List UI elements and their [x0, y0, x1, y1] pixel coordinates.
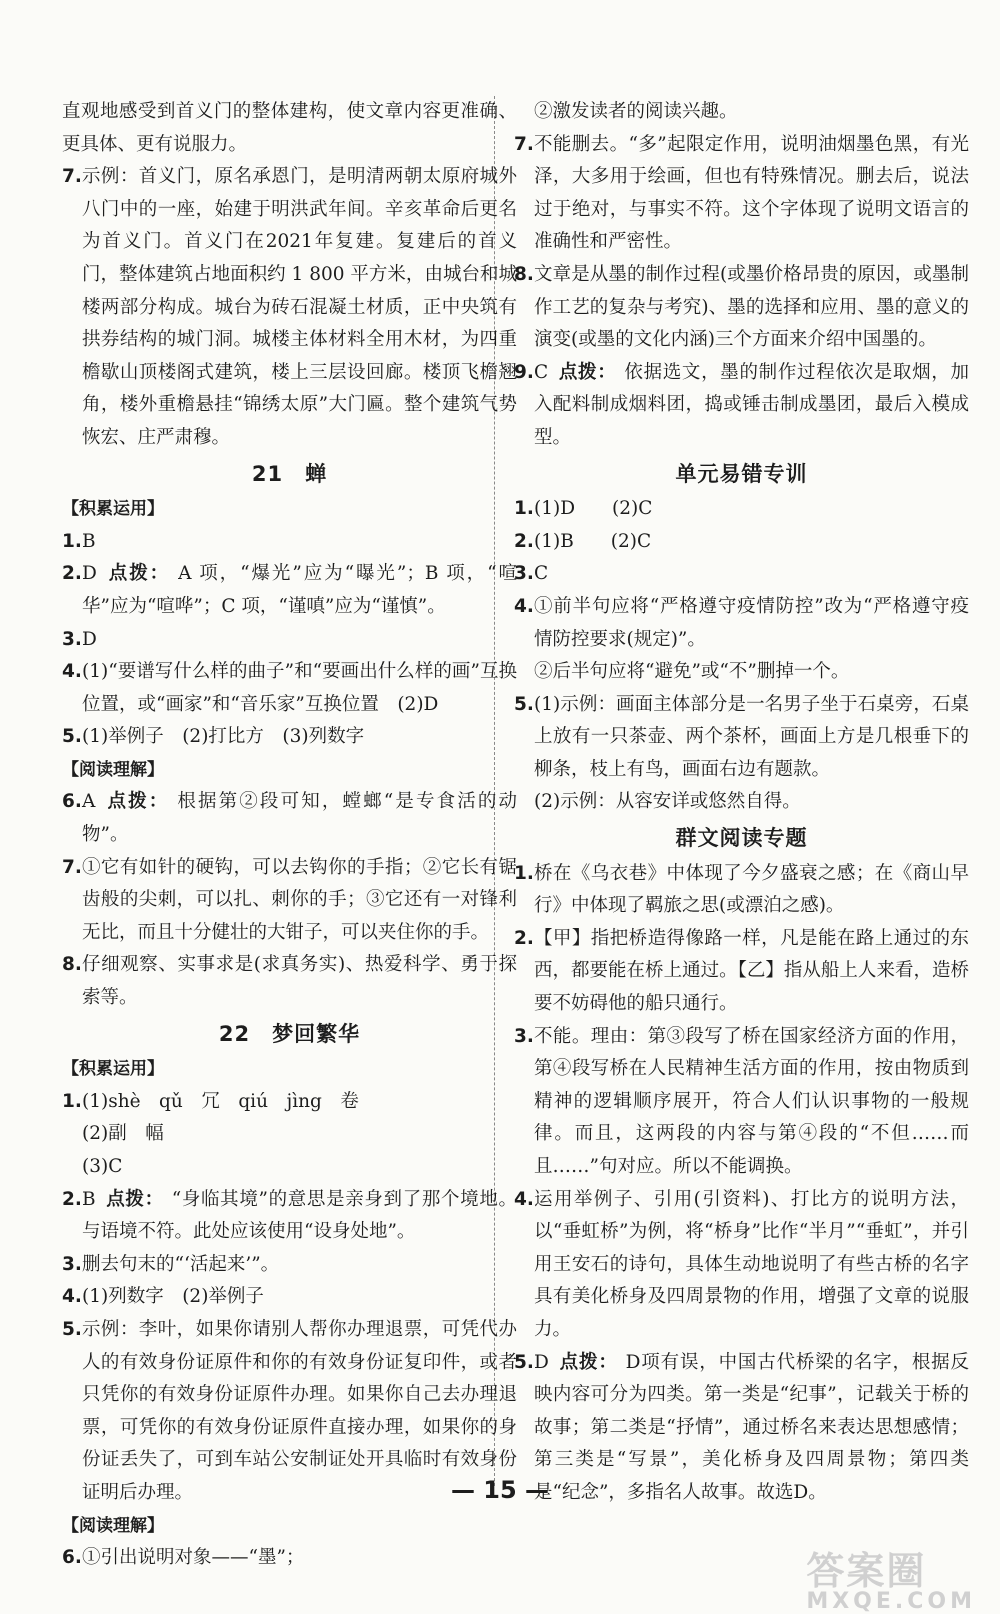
item-text: (1)举例子 (2)打比方 (3)列数字 [82, 726, 365, 748]
item-number: 4. [514, 595, 534, 617]
answer-item [62, 1249, 517, 1282]
item-number: 6. [62, 1547, 82, 1569]
item-text [534, 689, 969, 819]
item-line: (1)示例：画面主体部分是一名男子坐于石桌旁，石桌上放有一只茶壶、两个茶杯，画面上方是几根垂下的柳条，枝上有鸟，画面右边有题款。 [534, 693, 969, 780]
hint-text: A 项，“爆光”应为“曝光”；B 项，“喧华”应为“喧哗”；C 项，“谨嗔”应为“谨慎”。 [82, 563, 517, 617]
item-text: C [534, 563, 549, 585]
item-text: 示例：李叶，如果你请别人帮你办理退票，可凭代办人的有效身份证原件和你的有效身份证复印件，或者只凭你的有效身份证原件办理。如果你自己去办理退票，可凭你的有效身份证原件直接办理，如果你的身份证丢失了，可到车站公安制证处开具临时有效身份证明后办理。 [82, 1318, 517, 1503]
hint-text: 依据选文，墨的制作过程依次是取烟，加入配料制成烟料团，捣或锤击制成墨团，最后入模成型。 [534, 361, 969, 448]
answer-item [62, 526, 517, 559]
item-answer: C [534, 361, 549, 383]
item-text [82, 1086, 517, 1184]
answer-item [514, 1184, 969, 1347]
item-number: 5. [62, 1318, 82, 1340]
answer-item [62, 786, 517, 851]
item-text [82, 786, 517, 851]
item-text: ①它有如针的硬钩，可以去钩你的手指；②它长有锯齿般的尖刺，可以扎、刺你的手；③它还有一对锋利无比，而且十分健壮的大钳子，可以夹住你的手。 [82, 856, 517, 943]
item-line: ①前半句应将“严格遵守疫情防控”改为“严格遵守疫情防控要求(规定)”。 [534, 595, 969, 650]
item-number: 4. [62, 661, 82, 683]
answer-item [514, 129, 969, 259]
item-text: D [82, 628, 97, 650]
right-column [514, 96, 969, 1510]
item-number: 3. [62, 1253, 82, 1275]
item-answer: A [82, 791, 96, 813]
item-text [534, 357, 969, 455]
left-column [62, 96, 517, 1575]
answer-item [62, 558, 517, 623]
hint-label: 点拨： [105, 1188, 164, 1210]
item-text [82, 558, 517, 623]
item-number: 2. [62, 563, 82, 585]
lesson-title-21: 21 蝉 [251, 461, 328, 486]
section-title-yicuo: 单元易错专训 [675, 461, 808, 486]
hint-label: 点拨： [558, 1351, 618, 1373]
hint-text: “身临其境”的意思是亲身到了那个境地。与语境不符。此处应该使用“设身处地”。 [82, 1188, 517, 1243]
item-text: 不能。理由：第③段写了桥在国家经济方面的作用，第④段写桥在人民精神生活方面的作用，按由物质到精神的逻辑顺序展开，符合人们认识事物的一般规律。而且，这两段的内容与第④段的“不但……而且……”句对应。所以不能调换。 [534, 1025, 969, 1177]
item-number: 3. [514, 563, 534, 585]
item-number: 2. [62, 1188, 82, 1210]
section-heading: 【积累运用】 [62, 499, 164, 520]
answer-item [62, 1184, 517, 1249]
item-text: B [82, 530, 96, 552]
answer-item [514, 357, 969, 455]
item-text: (1)D (2)C [534, 498, 653, 520]
hint-text: 根据第②段可知，螳螂“是专食活的动物”。 [82, 791, 517, 846]
answer-item [62, 656, 517, 721]
item-number: 2. [514, 927, 534, 949]
item-number: 7. [514, 133, 534, 155]
item-text [534, 591, 969, 689]
answer-item [514, 923, 969, 1021]
item-number: 6. [62, 791, 82, 813]
item-number: 4. [514, 1188, 534, 1210]
item-number: 3. [514, 1025, 534, 1047]
item-text: ①引出说明对象——“墨”； [82, 1547, 305, 1569]
item-text: 不能删去。“多”起限定作用，说明油烟墨色黑，有光泽，大多用于绘画，但也有特殊情况。删去后，说法过于绝对，与事实不符。这个字体现了说明文语言的准确性和严密性。 [534, 133, 969, 253]
item-number: 2. [514, 530, 534, 552]
item-text: 示例：首义门，原名承恩门，是明清两朝太原府城外八门中的一座，始建于明洪武年间。辛亥革命后更名为首义门。首义门在2021年复建。复建后的首义门，整体建筑占地面积约 1 800 平方米，由城台和城楼两部分构成。城台为砖石混凝土材质，正中央筑有拱券结构的城门洞。城楼主体材料全用木材，为四重檐歇山顶楼阁式建筑，楼上三层设回廊。楼顶飞檐翘角，楼外重檐悬挂“锦绣太原”大门匾。整个建筑气势恢宏、庄严肃穆。 [82, 166, 517, 448]
answer-item [62, 852, 517, 950]
item-number: 5. [514, 1351, 534, 1373]
watermark-logo [806, 1540, 976, 1614]
item-text: (1)B (2)C [534, 530, 652, 552]
answer-item [62, 949, 517, 1014]
continued-text: ②激发读者的阅读兴趣。 [534, 101, 738, 122]
item-number: 4. [62, 1286, 82, 1308]
watermark-url: MXQE.COM [806, 1589, 976, 1614]
answer-item [514, 493, 969, 526]
answer-item [514, 259, 969, 357]
item-text: 桥在《乌衣巷》中体现了今夕盛衰之感；在《商山早行》中体现了羁旅之思(或漂泊之感)。 [534, 862, 969, 917]
item-number: 7. [62, 856, 82, 878]
item-number: 5. [514, 693, 534, 715]
answer-item [62, 161, 517, 454]
answer-item [62, 1281, 517, 1314]
hint-text: D项有误，中国古代桥梁的名字，根据反映内容可分为四类。第一类是“纪事”，记载关于桥的故事；第二类是“抒情”，通过桥名来表达思想感情；第三类是“写景”，美化桥身及四周景物；第四类是“纪念”，多指名人故事。故选D。 [534, 1351, 969, 1503]
item-number: 1. [514, 498, 534, 520]
answer-item [62, 624, 517, 657]
item-number: 1. [62, 530, 82, 552]
item-answer: B [82, 1188, 96, 1210]
item-number: 8. [514, 263, 534, 285]
item-number: 8. [62, 954, 82, 976]
item-line: (2)示例：从容安详或悠然自得。 [534, 791, 801, 813]
section-title-qunwen: 群文阅读专题 [675, 826, 808, 851]
item-answer: D [82, 563, 97, 585]
item-number: 5. [62, 726, 82, 748]
item-text [82, 1184, 517, 1249]
item-text: 删去句末的“‘活起来’”。 [82, 1253, 280, 1275]
intro-text: 直观地感受到首义门的整体建构，使文章内容更准确、更具体、更有说服力。 [62, 101, 517, 155]
item-text: 文章是从墨的制作过程(或墨价格昂贵的原因，或墨制作工艺的复杂与考究)、墨的选择和应用、墨的意义的演变(或墨的文化内涵)三个方面来介绍中国墨的。 [534, 263, 969, 351]
item-number: 1. [514, 862, 534, 884]
item-text: (1)列数字 (2)举例子 [82, 1286, 264, 1308]
hint-label: 点拨： [558, 361, 617, 383]
hint-label: 点拨： [105, 791, 170, 813]
answer-item [514, 858, 969, 923]
answer-item [62, 1086, 517, 1184]
item-text: (1)“要谱写什么样的曲子”和“要画出什么样的画”互换位置，或“画家”和“音乐家”互换位置 (2)D [82, 661, 517, 715]
item-number: 3. [62, 628, 82, 650]
item-line: (1)shè qǔ 冗 qiú jìng 卷 [82, 1090, 359, 1112]
answer-item [514, 591, 969, 689]
answer-item [62, 1542, 517, 1575]
answer-item [514, 1021, 969, 1184]
section-heading: 【积累运用】 [62, 1059, 164, 1080]
item-text: 仔细观察、实事求是(求真务实)、热爱科学、勇于探索等。 [82, 954, 517, 1009]
item-number: 1. [62, 1090, 82, 1112]
item-line: (3)C [82, 1156, 123, 1177]
item-text: 运用举例子、引用(引资料)、打比方的说明方法，以“垂虹桥”为例，将“桥身”比作“半月”“垂虹”，并引用王安石的诗句，具体生动地说明了有些古桥的名字具有美化桥身及四周景物的作用，增强了文章的说服力。 [534, 1188, 969, 1340]
lesson-title-22: 22 梦回繁华 [218, 1021, 361, 1046]
hint-label: 点拨： [106, 563, 171, 585]
item-text: 【甲】指把桥造得像路一样，凡是能在路上通过的东西，都要能在桥上通过。【乙】指从船上人来看，造桥要不妨碍他的船只通行。 [534, 927, 969, 1015]
item-number: 9. [514, 361, 534, 383]
item-line: (2)副 幅 [82, 1123, 164, 1145]
item-answer: D [534, 1351, 549, 1373]
page-number: — 15 — [450, 1476, 550, 1504]
answer-item [62, 721, 517, 754]
answer-item [514, 558, 969, 591]
section-heading: 【阅读理解】 [62, 1515, 164, 1536]
answer-item [514, 526, 969, 559]
watermark-text: 答案圈 [806, 1549, 927, 1593]
item-line: ②后半句应将“避免”或“不”删掉一个。 [534, 661, 850, 683]
answer-item [514, 689, 969, 819]
section-heading: 【阅读理解】 [62, 759, 164, 780]
item-number: 7. [62, 166, 82, 188]
